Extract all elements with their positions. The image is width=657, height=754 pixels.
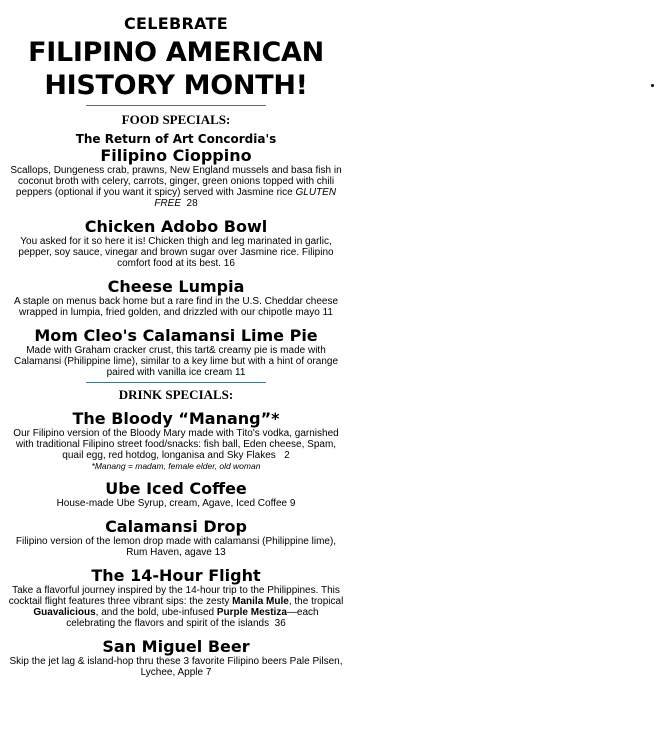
drink-item-san-miguel xyxy=(8,637,344,678)
item-price: 7 xyxy=(205,667,212,678)
divider-top xyxy=(86,105,266,106)
kicker-text: CELEBRATE xyxy=(124,14,228,33)
item-description: Made with Graham cracker crust, this tart& creamy pie is made with Calamansi (Philippine lime), similar to a key lime but with a hint of orange paired with vanilla ice cream 11 xyxy=(13,345,339,378)
footnote: *Manang = madam, female elder, old woman xyxy=(91,461,261,471)
item-price: 11 xyxy=(322,307,333,318)
headline-line-1: FILIPINO AMERICAN xyxy=(28,37,324,68)
item-description: Take a flavorful journey inspired by the 14-hour trip to the Philippines. This cocktail flight features three vibrant sips: the zesty Manila Mule, the tropical Guavalicious, and the bold, ube-infused Purple Mestiza—each celebrating the flavors and spirit of the islands 36 xyxy=(8,585,344,629)
food-item-calamansi-pie xyxy=(8,326,344,378)
food-item-cioppino xyxy=(8,132,344,209)
headline-line-2: HISTORY MONTH! xyxy=(44,70,308,101)
item-price: 16 xyxy=(223,258,235,269)
food-item-adobo xyxy=(8,217,344,269)
item-name: Calamansi Drop xyxy=(105,517,247,536)
item-price: 13 xyxy=(214,547,226,558)
sip-purple-mestiza: Purple Mestiza xyxy=(216,607,287,618)
stray-dot-mark xyxy=(651,84,654,87)
item-name: Cheese Lumpia xyxy=(107,277,245,296)
item-name: Mom Cleo's Calamansi Lime Pie xyxy=(34,326,318,345)
menu-page xyxy=(8,14,344,678)
item-description: House-made Ube Syrup, cream, Agave, Iced Coffee 9 xyxy=(56,498,296,509)
item-name: The Bloody “Manang”* xyxy=(72,409,280,428)
food-item-lumpia xyxy=(8,277,344,318)
item-description: Filipino version of the lemon drop made with calamansi (Philippine lime), Rum Haven, agave 13 xyxy=(15,536,337,558)
drink-item-calamansi-drop xyxy=(8,517,344,558)
drink-item-bloody-manang xyxy=(8,409,344,471)
item-name: San Miguel Beer xyxy=(102,637,250,656)
gluten-free-tag: GLUTEN FREE xyxy=(154,187,337,209)
sip-guavalicious: Guavalicious xyxy=(33,607,96,618)
item-price: 28 xyxy=(186,198,198,209)
drink-item-ube-iced-coffee xyxy=(8,479,344,509)
drink-specials-heading: DRINK SPECIALS: xyxy=(118,387,234,402)
item-name: Ube Iced Coffee xyxy=(105,479,247,498)
item-price: 9 xyxy=(289,498,296,509)
item-description: Our Filipino version of the Bloody Mary made with Tito's vodka, garnished with traditional Filipino street food/snacks: fish ball, Eden cheese, Spam, quail egg, red hotdog, longanisa and Sky Flakes 2 xyxy=(13,428,339,461)
divider-middle xyxy=(86,382,266,383)
drink-item-14-hour-flight xyxy=(8,566,344,629)
item-description: Skip the jet lag & island-hop thru these 3 favorite Filipino beers Pale Pilsen, Lychee, Apple 7 xyxy=(9,656,343,678)
item-name: The 14-Hour Flight xyxy=(91,566,261,585)
item-description: You asked for it so here it is! Chicken thigh and leg marinated in garlic, pepper, soy sauce, vinegar and brown sugar over Jasmine rice. Filipino comfort food at its best. 16 xyxy=(18,236,334,269)
item-price: 2 xyxy=(284,450,290,461)
item-preamble: The Return of Art Concordia's xyxy=(75,132,277,146)
item-name: Chicken Adobo Bowl xyxy=(84,217,268,236)
item-description: Scallops, Dungeness crab, prawns, New England mussels and basa fish in coconut broth with celery, carrots, ginger, green onions topped with chili peppers (optional if you want it spicy) served with Jasmine rice GLUTEN FREE 28 xyxy=(10,165,342,209)
food-specials-heading: FOOD SPECIALS: xyxy=(121,112,231,127)
item-price: 11 xyxy=(235,367,246,378)
item-description: A staple on menus back home but a rare find in the U.S. Cheddar cheese wrapped in lumpia, fried golden, and drizzled with our chipotle mayo 11 xyxy=(13,296,339,318)
item-price: 36 xyxy=(274,618,286,629)
item-name: Filipino Cioppino xyxy=(100,146,252,165)
sip-manila-mule: Manila Mule xyxy=(232,596,289,607)
